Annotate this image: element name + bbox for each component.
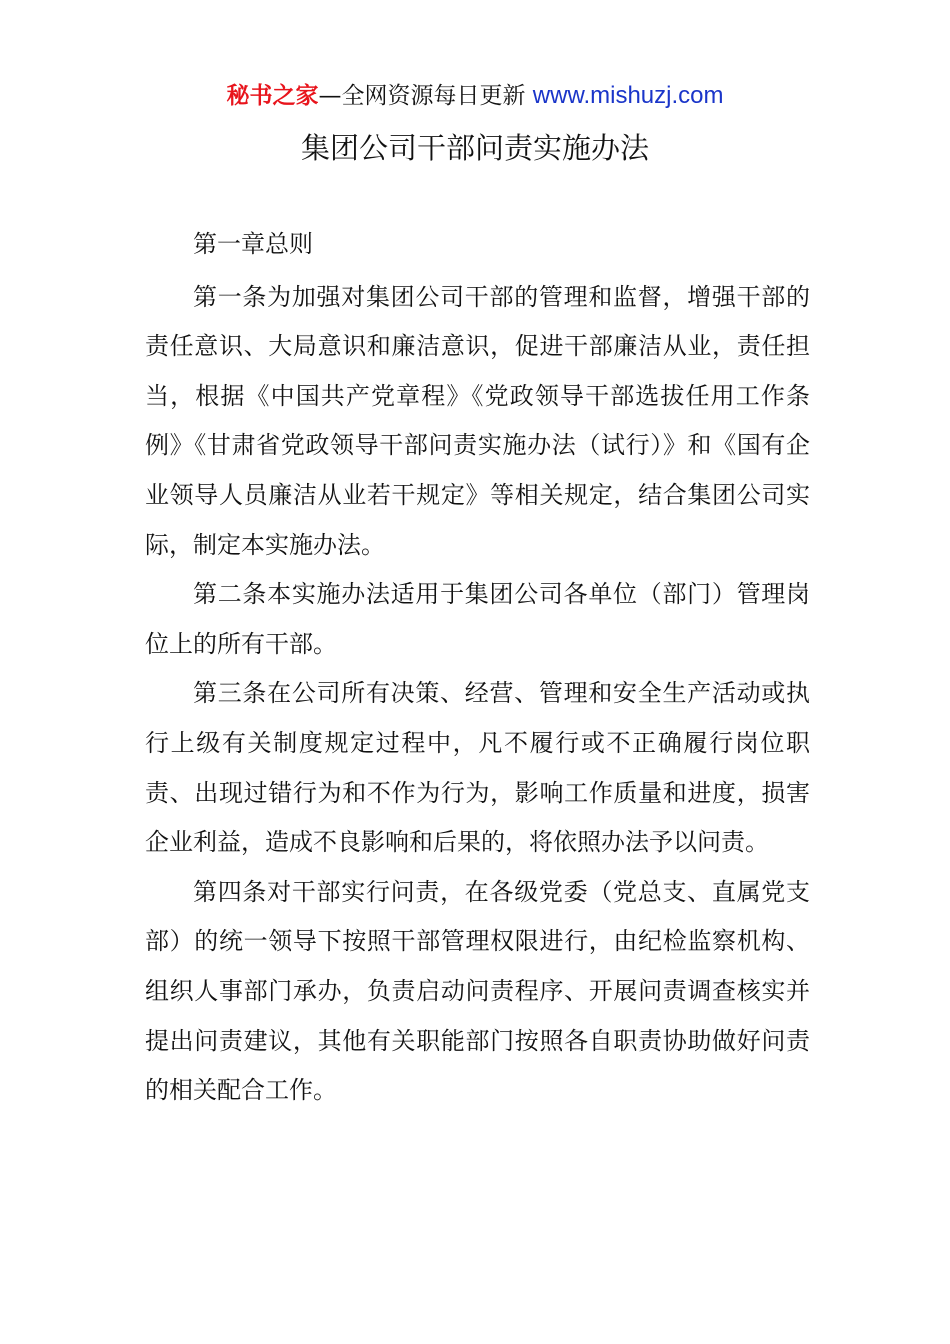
site-url-link[interactable]: www.mishuzj.com [532,82,724,109]
article-4-paragraph: 第四条对干部实行问责，在各级党委（党总支、直属党支部）的统一领导下按照干部管理权限进行，由纪检监察机构、组织人事部门承办，负责启动问责程序、开展问责调查核实并提出问责建议，其他有关职能部门按照各自职责协助做好问责的相关配合工作。 [145,877,810,1105]
chapter-heading: 第一章总则 [193,230,313,258]
site-header [0,80,950,112]
document-title: 集团公司干部问责实施办法 [300,131,649,165]
article-2-paragraph: 第二条本实施办法适用于集团公司各单位（部门）管理岗位上的所有干部。 [145,580,810,658]
article-3-paragraph: 第三条在公司所有决策、经营、管理和安全生产活动或执行上级有关制度规定过程中，凡不履行或不正确履行岗位职责、出现过错行为和不作为行为，影响工作质量和进度，损害企业利益，造成不良影响和后果的，将依照办法予以问责。 [145,679,810,857]
site-brand: 秘书之家 [226,83,319,109]
article-1-paragraph: 第一条为加强对集团公司干部的管理和监督，增强干部的责任意识、大局意识和廉洁意识，促进干部廉洁从业，责任担当，根据《中国共产党章程》《党政领导干部选拔任用工作条例》《甘肃省党政领导干部问责实施办法（试行）》和《国有企业领导人员廉洁从业若干规定》等相关规定，结合集团公司实际，制定本实施办法。 [145,282,810,559]
site-tagline: —全网资源每日更新 [318,83,526,109]
document-body [145,220,810,1116]
